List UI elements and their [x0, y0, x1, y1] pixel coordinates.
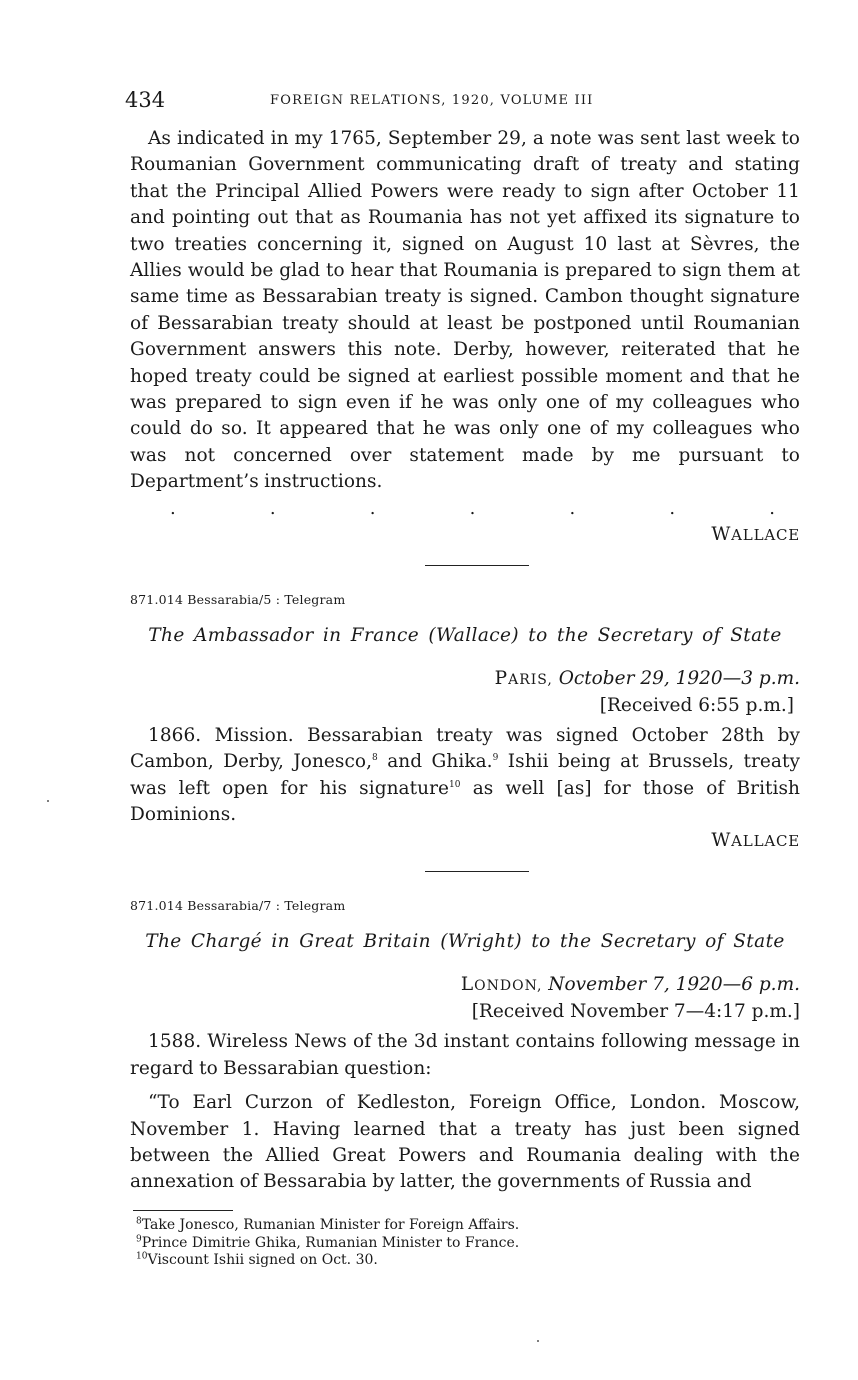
section-divider — [425, 565, 529, 566]
running-head — [125, 88, 800, 116]
signature-wallace-2: WALLACE — [711, 830, 800, 852]
footnote-ref: 10 — [448, 779, 461, 790]
document-title: The Ambassador in France (Wallace) to the Secretary of State — [148, 624, 782, 646]
section-divider — [425, 871, 529, 872]
ellipsis-dot: . — [769, 497, 775, 519]
dateline — [130, 666, 800, 693]
footnote-ref: 9 — [492, 752, 499, 763]
received-note: [Received 6:55 p.m.] — [599, 694, 794, 716]
footnotes — [130, 1210, 630, 1270]
ellipsis-dot: . — [269, 497, 276, 519]
ellipsis-dot: . — [569, 497, 576, 519]
page-number: 434 — [125, 88, 166, 112]
ellipsis-dot: . — [369, 497, 376, 519]
dateline — [130, 972, 800, 999]
scan-speck — [537, 1340, 539, 1342]
ellipsis-dot: . — [170, 497, 176, 519]
footnote-ref: 8 — [372, 752, 378, 763]
ellipsis-dot: . — [669, 497, 676, 519]
omission-ellipsis — [130, 497, 800, 522]
scan-speck — [47, 800, 49, 802]
footnote: $^{10}$Viscount Ishii signed on Oct. 30. — [136, 1251, 378, 1268]
dateline-place: PARIS, — [494, 667, 553, 689]
telegram-paragraph: 1588. Wireless News of the 3d instant contains following message in regard to Bessarabian question: — [130, 1031, 800, 1079]
received-note: [Received November 7—4:17 p.m.] — [471, 1001, 800, 1023]
signature-wallace-1: WALLACE — [711, 523, 800, 545]
dateline-date: November 7, 1920—6 p.m. — [548, 974, 800, 996]
file-reference: 871.014 Bessarabia/5 : Telegram — [130, 591, 346, 607]
footnote-rule — [133, 1210, 233, 1211]
running-title: FOREIGN RELATIONS, 1920, VOLUME III — [270, 93, 594, 108]
telegram-paragraph: 1866. Mission. Bessarabian treaty was signed October 28th by Cambon, Derby, Jonesco,$^8$ and Ghika.$^9$ Ishii being at Brussels, treaty was left open for his signature$^{10}$ as well [as] for those of British Dominions. — [130, 724, 800, 825]
dateline-place: LONDON, — [460, 974, 543, 996]
quoted-message-paragraph: “To Earl Curzon of Kedleston, Foreign Office, London. Moscow, November 1. Having learned that a treaty has just been signed between the Allied Great Powers and Roumania dealing with the annexation of Bessarabia by latter, the governments of Russia and — [130, 1092, 800, 1193]
file-reference: 871.014 Bessarabia/7 : Telegram — [130, 898, 346, 914]
document-title: The Chargé in Great Britain (Wright) to the Secretary of State — [145, 931, 785, 953]
dateline-date: October 29, 1920—3 p.m. — [558, 667, 800, 689]
footnote: $^9$Prince Dimitrie Ghika, Rumanian Minister to France. — [136, 1233, 520, 1251]
opening-paragraph: As indicated in my 1765, September 29, a note was sent last week to Roumanian Government communicating draft of treaty and stating that the Principal Allied Powers were ready to sign after October 11 and pointing out that as Roumania has not yet affixed its signature to two treaties concerning it, signed on August 10 last at Sèvres, the Allies would be glad to hear that Roumania is prepared to sign them at same time as Bessarabian treaty is signed. Cambon thought signature of Bessarabian treaty should at least be postponed until Roumanian Government answers this note. Derby, however, reiterated that he hoped treaty could be signed at earliest possible moment and that he was prepared to sign even if he was only one of my colleagues who could do so. It appeared that he was only one of my colleagues who was not concerned over statement made by me pursuant to Department’s instructions. — [130, 128, 800, 493]
footnote: $^8$Take Jonesco, Rumanian Minister for Foreign Affairs. — [136, 1216, 520, 1233]
document-page — [125, 88, 800, 1196]
ellipsis-dot: . — [469, 497, 476, 519]
